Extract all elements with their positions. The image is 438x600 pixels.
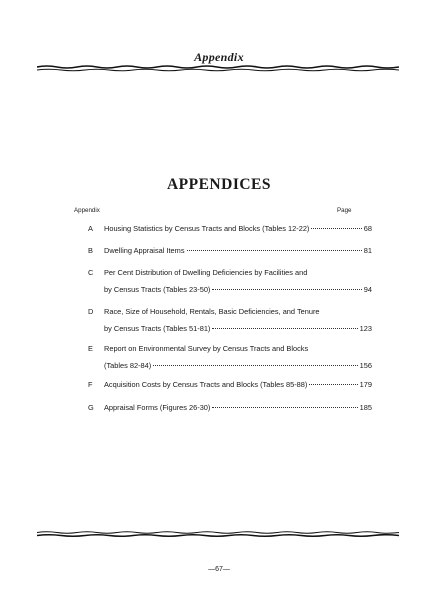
toc-entry-a bbox=[88, 220, 372, 237]
toc-entry-e bbox=[88, 340, 372, 374]
entry-page: 94 bbox=[363, 285, 372, 294]
entry-page: 81 bbox=[363, 246, 372, 255]
bottom-wavy-rule bbox=[37, 530, 399, 538]
leader-dots bbox=[309, 374, 357, 385]
toc-entry-b bbox=[88, 242, 372, 259]
running-head: Appendix bbox=[194, 50, 244, 64]
entry-text: Housing Statistics by Census Tracts and Blocks (Tables 12-22) bbox=[104, 224, 310, 233]
entry-letter: F bbox=[88, 380, 93, 389]
toc-entry-g bbox=[88, 399, 372, 416]
entry-page: 185 bbox=[359, 403, 372, 412]
leader-dots bbox=[153, 355, 357, 366]
entry-page: 179 bbox=[359, 380, 372, 389]
leader-dots bbox=[311, 218, 361, 229]
entry-page: 68 bbox=[363, 224, 372, 233]
toc-entry-c bbox=[88, 264, 372, 298]
entry-text: Dwelling Appraisal Items bbox=[104, 246, 185, 255]
leader-dots bbox=[212, 279, 361, 290]
entry-text: Per Cent Distribution of Dwelling Deficiencies by Facilities and bbox=[104, 268, 308, 277]
entry-text: Race, Size of Household, Rentals, Basic Deficiencies, and Tenure bbox=[104, 307, 320, 316]
entry-text: by Census Tracts (Tables 23-50) bbox=[104, 285, 211, 294]
page-title: APPENDICES bbox=[166, 176, 272, 193]
entry-letter: G bbox=[88, 403, 94, 412]
entry-page: 123 bbox=[359, 324, 372, 333]
leader-dots bbox=[212, 397, 357, 408]
entry-text: (Tables 82-84) bbox=[104, 361, 152, 370]
top-wavy-rule bbox=[37, 64, 399, 72]
entry-text: Report on Environmental Survey by Census Tracts and Blocks bbox=[104, 344, 309, 353]
column-header-appendix: Appendix bbox=[74, 207, 100, 214]
page-number: —67— bbox=[208, 566, 230, 573]
entry-text: Appraisal Forms (Figures 26-30) bbox=[104, 403, 211, 412]
entry-letter: E bbox=[88, 344, 93, 353]
entry-letter: B bbox=[88, 246, 93, 255]
entry-text: Acquisition Costs by Census Tracts and Blocks (Tables 85-88) bbox=[104, 380, 308, 389]
entry-text: by Census Tracts (Tables 51-81) bbox=[104, 324, 211, 333]
leader-dots bbox=[212, 318, 357, 329]
entry-letter: D bbox=[88, 307, 94, 316]
toc-entry-d bbox=[88, 303, 372, 337]
entry-page: 156 bbox=[359, 361, 372, 370]
entry-letter: C bbox=[88, 268, 94, 277]
column-header-page: Page bbox=[337, 207, 352, 214]
toc-entry-f bbox=[88, 376, 372, 393]
leader-dots bbox=[187, 240, 362, 251]
entry-letter: A bbox=[88, 224, 93, 233]
